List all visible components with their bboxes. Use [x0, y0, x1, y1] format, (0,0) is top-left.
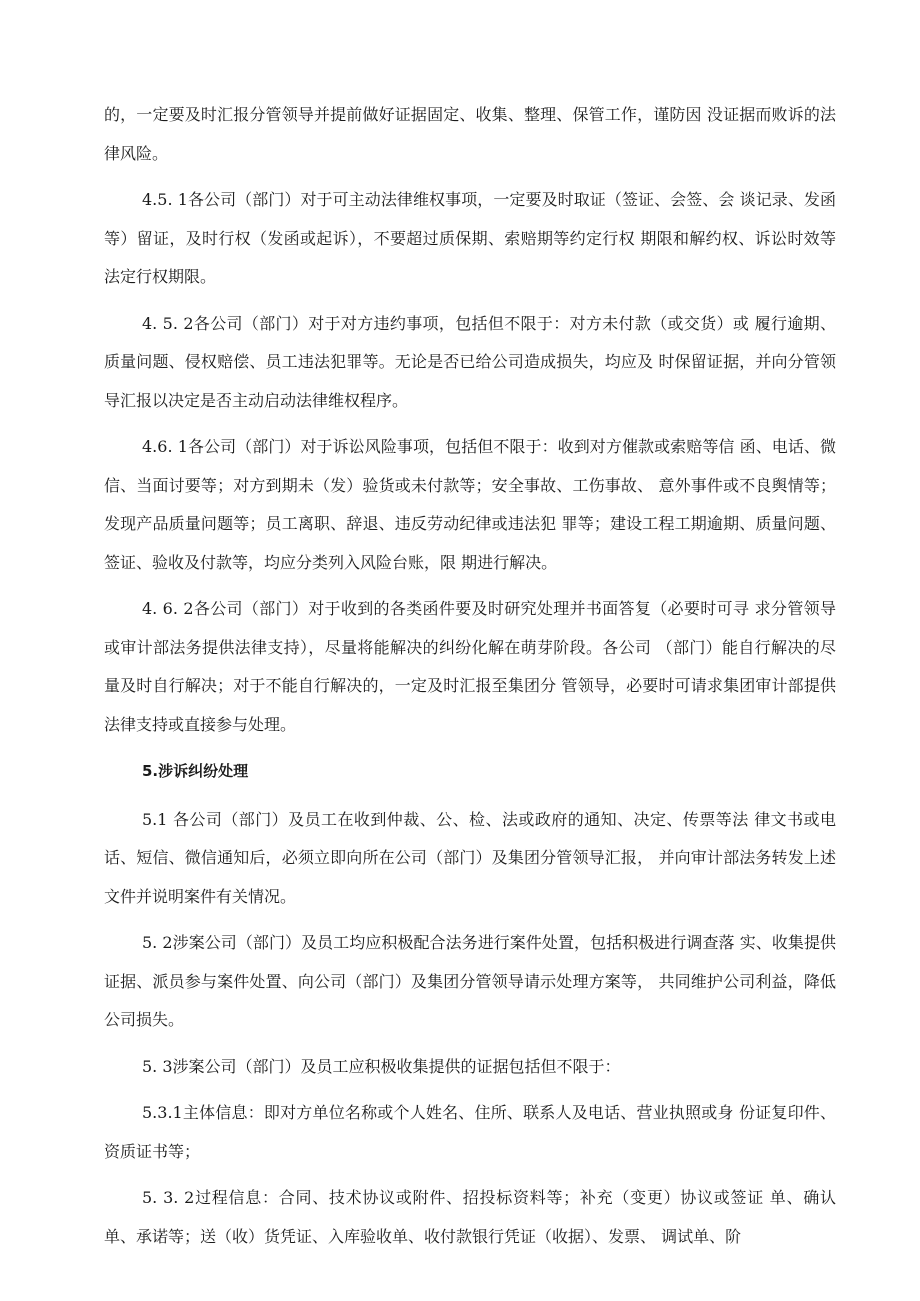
- paragraph-4-6-1: 4.6. 1各公司（部门）对于诉讼风险事项，包括但不限于：收到对方催款或索赔等信 函、电话、微信、当面讨要等；对方到期未（发）验货或未付款等；安全事故、工伤事故、 意外事件或不良舆情等；发现产品质量问题等；员工离职、辞退、违反劳动纪律或违法犯 罪等；建设工程工期逾期、质量问题、签证、验收及付款等，均应分类列入风险台账，限 期进行解决。: [104, 437, 836, 572]
- paragraph-4-5-1: 4.5. 1各公司（部门）对于可主动法律维权事项，一定要及时取证（签证、会签、会 谈记录、发函等）留证，及时行权（发函或起诉），不要超过质保期、索赔期等约定行权 期限和解约权、诉讼时效等法定行权期限。: [104, 190, 836, 286]
- paragraph-5-3: 5. 3涉案公司（部门）及员工应积极收集提供的证据包括但不限于：: [142, 1056, 621, 1076]
- paragraph-5-3-1: 5.3.1主体信息：即对方单位名称或个人姓名、住所、联系人及电话、营业执照或身 份证复印件、资质证书等；: [104, 1103, 836, 1161]
- paragraph-4-5-2: 4. 5. 2各公司（部门）对于对方违约事项，包括但不限于：对方未付款（或交货）或 履行逾期、质量问题、侵权赔偿、员工违法犯罪等。无论是否已给公司造成损失，均应及 时保留证据，并向分管领导汇报以决定是否主动启动法律维权程序。: [104, 313, 836, 410]
- paragraph-continuation: 的，一定要及时汇报分管领导并提前做好证据固定、收集、整理、保管工作，谨防因 没证据而败诉的法律风险。: [104, 105, 836, 163]
- paragraph-5-2: 5. 2涉案公司（部门）及员工均应积极配合法务进行案件处置，包括积极进行调查落 实、收集提供证据、派员参与案件处置、向公司（部门）及集团分管领导请示处理方案等， 共同维护公司利益，降低公司损失。: [104, 933, 836, 1029]
- paragraph-5-1: 5.1 各公司（部门）及员工在收到仲裁、公、检、法或政府的通知、决定、传票等法 律文书或电话、短信、微信通知后，必须立即向所在公司（部门）及集团分管领导汇报， 并向审计部法务转发上述文件并说明案件有关情况。: [104, 809, 836, 906]
- paragraph-5-3-2: 5. 3. 2过程信息：合同、技术协议或附件、招投标资料等；补充（变更）协议或签证 单、确认单、承诺等；送（收）货凭证、入库验收单、收付款银行凭证（收据）、发票、 调试单、阶: [104, 1188, 836, 1246]
- section-heading-5: 5.涉诉纠纷处理: [142, 762, 249, 780]
- paragraph-4-6-2: 4. 6. 2各公司（部门）对于收到的各类函件要及时研究处理并书面答复（必要时可寻 求分管领导或审计部法务提供法律支持），尽量将能解决的纠纷化解在萌芽阶段。各公司 （部门）能自行解决的尽量及时自行解决；对于不能自行解决的，一定及时汇报至集团分 管领导，必要时可请求集团审计部提供法律支持或直接参与处理。: [104, 599, 836, 734]
